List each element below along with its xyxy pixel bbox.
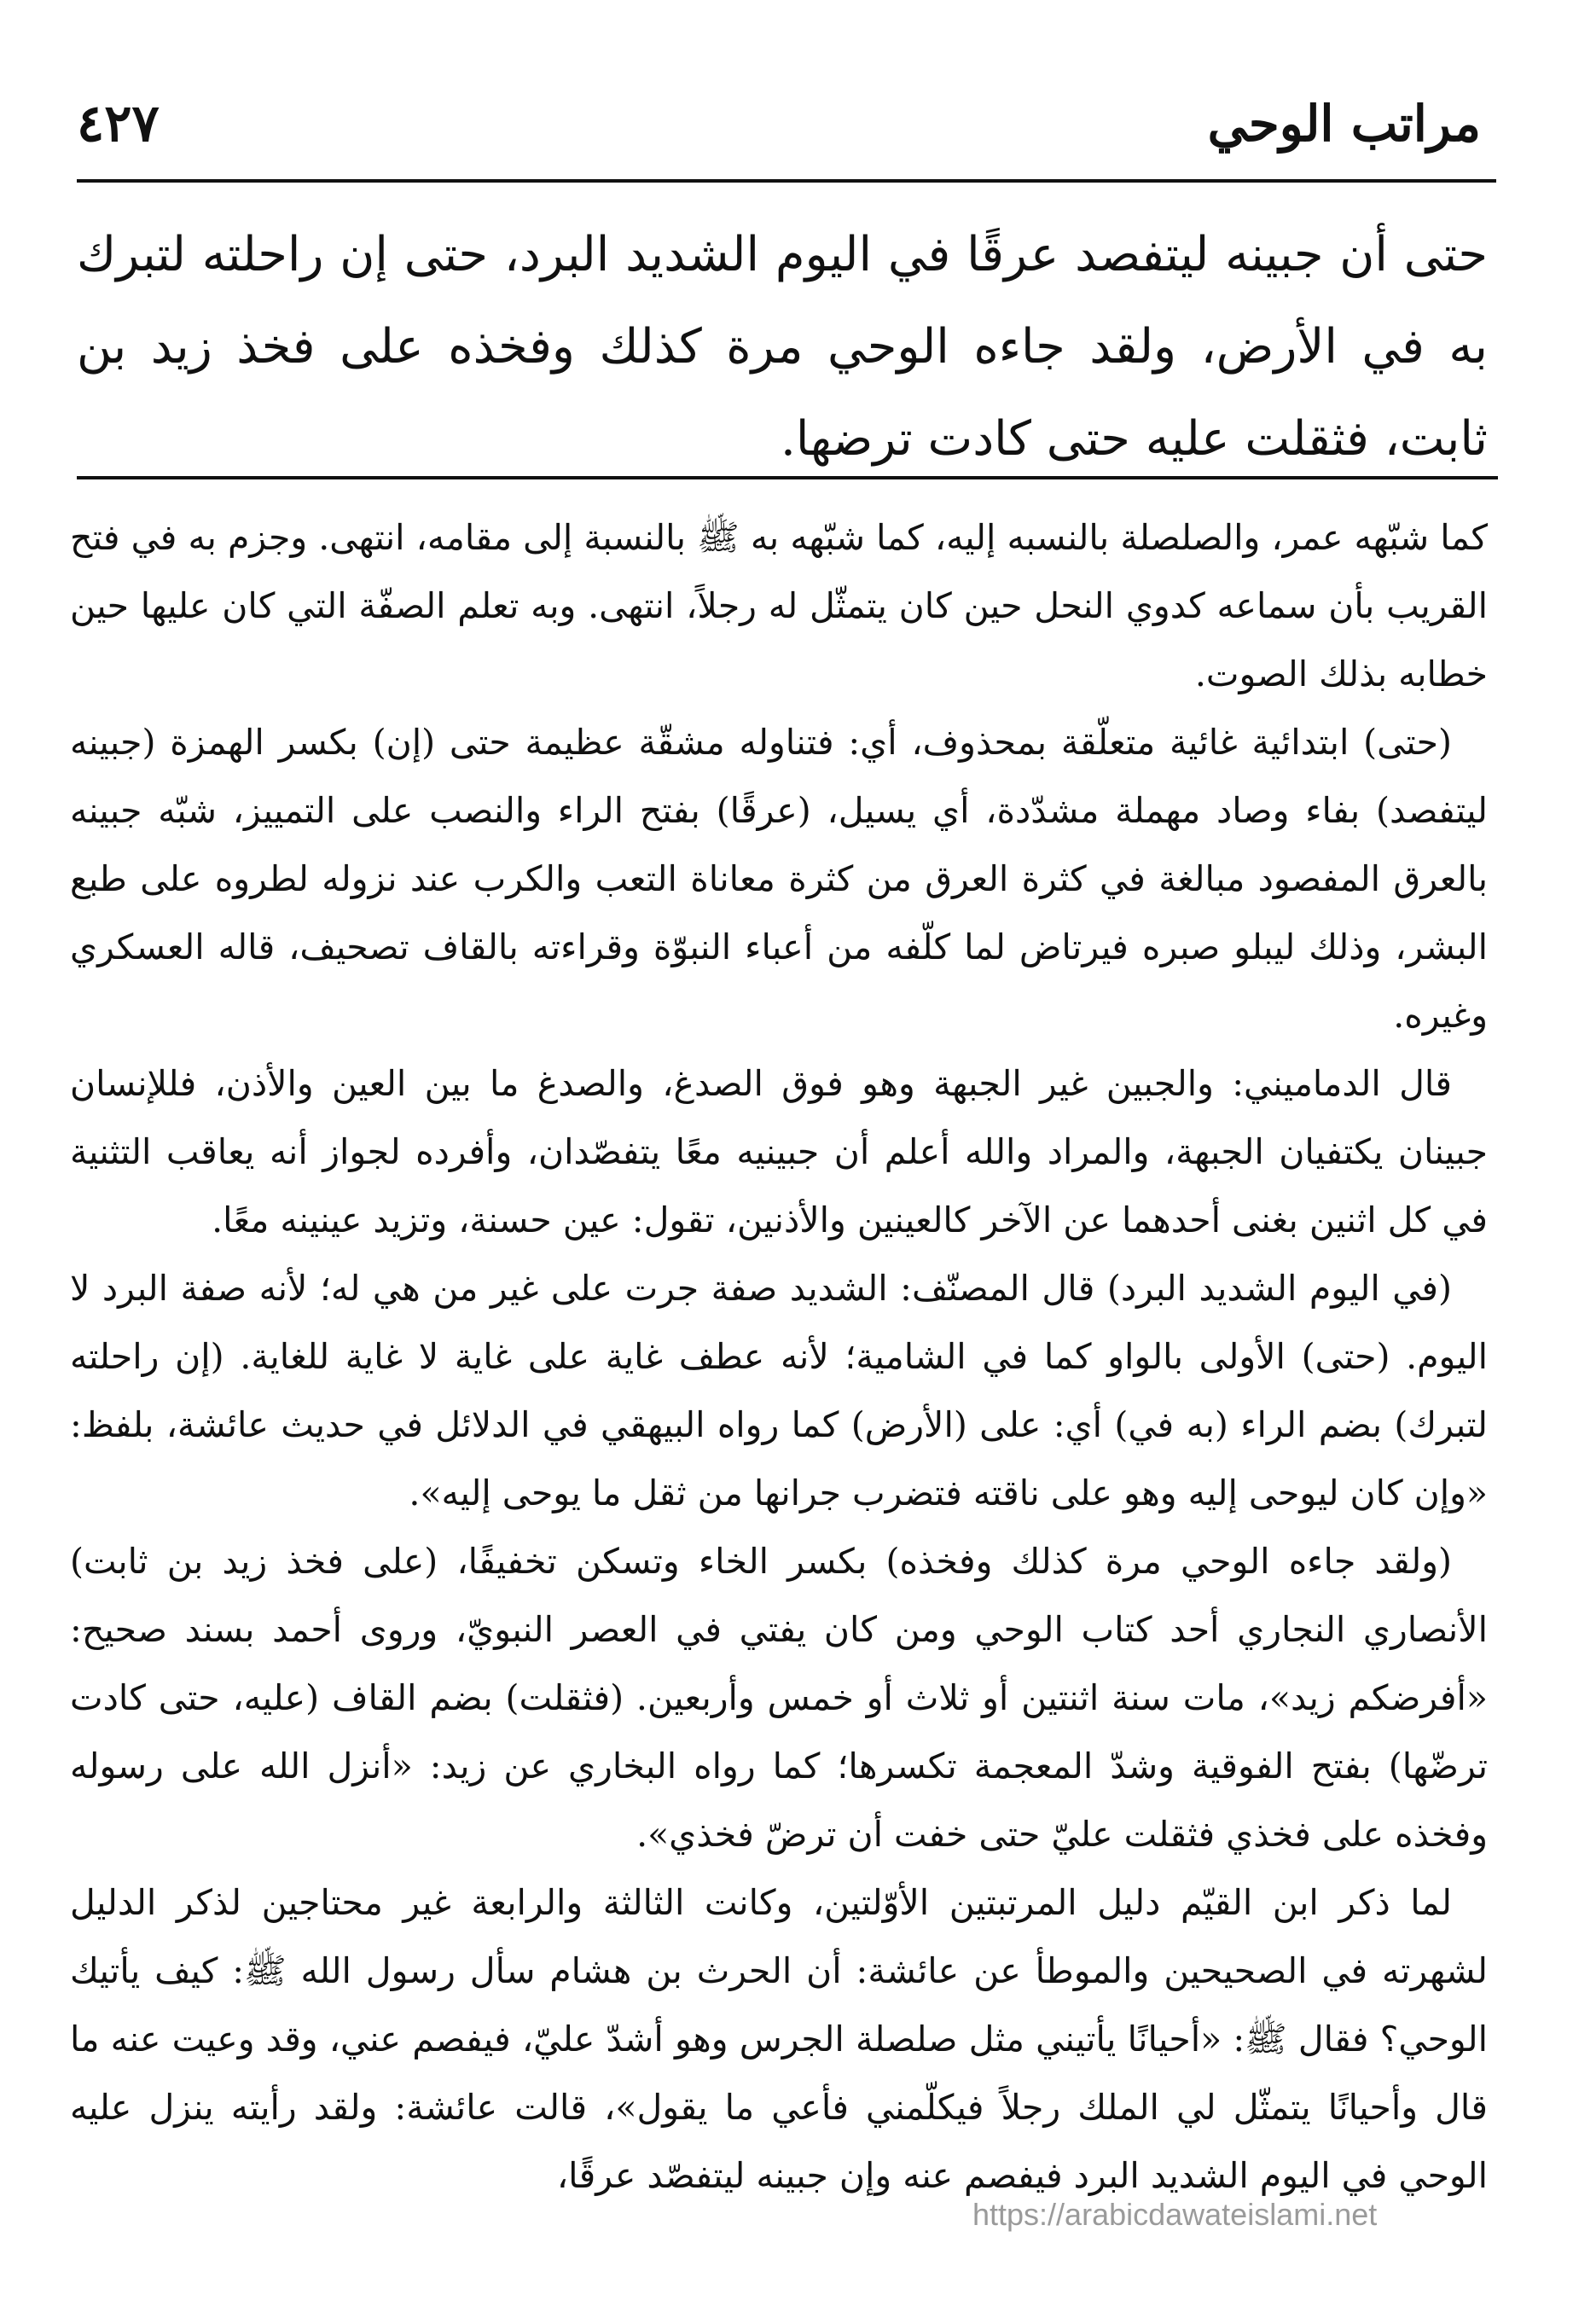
text-divider xyxy=(77,476,1498,479)
running-title: مراتب الوحي xyxy=(1207,95,1481,153)
commentary-paragraph: (حتى) ابتدائية غائية متعلّقة بمحذوف، أي: فتناوله مشقّة عظيمة حتى (إن) بكسر الهمزة (جبينه ليتفصد) بفاء وصاد مهملة مشدّدة، أي يسيل، (عرقًا) بفتح الراء والنصب على التمييز، شبّه جبينه بالعرق المفصود مبالغة في كثرة العرق من كثرة معاناة التعب والكرب عند نزوله لطروه على طبع البشر، وذلك ليبلو صبره فيرتاض لما كلّفه من أعباء النبوّة وقراءته بالقاف تصحيف، قاله العسكري وغيره. xyxy=(70,722,1488,1036)
header-divider xyxy=(77,179,1496,183)
page-number: ٤٢٧ xyxy=(77,94,160,154)
commentary-paragraph: (في اليوم الشديد البرد) قال المصنّف: الشديد صفة جرت على غير من هي له؛ لأنه صفة البرد لا اليوم. (حتى) الأولى بالواو كما في الشامية؛ لأنه عطف غاية على غاية لا غاية للغاية. (إن راحلته لتبرك) بضم الراء (به في) أي: على (الأرض) كما رواه البيهقي في الدلائل في حديث عائشة، بلفظ: «وإن كان ليوحى إليه وهو على ناقته فتضرب جرانها من ثقل ما يوحى إليه». xyxy=(70,1268,1488,1514)
commentary xyxy=(70,503,1488,2210)
commentary-paragraph: كما شبّهه عمر، والصلصلة بالنسبه إليه، كما شبّهه به ﷺ بالنسبة إلى مقامه، انتهى. وجزم به في فتح القريب بأن سماعه كدوي النحل حين كان يتمثّل له رجلاً، انتهى. وبه تعلم الصفّة التي كان عليها حين خطابه بذلك الصوت. xyxy=(70,517,1488,694)
running-header xyxy=(77,90,1481,183)
watermark: https://arabicdawateislami.net xyxy=(972,2197,1378,2232)
commentary-paragraph: قال الدماميني: والجبين غير الجبهة وهو فوق الصدغ، والصدغ ما بين العين والأذن، فللإنسان جبينان يكتفيان الجبهة، والمراد والله أعلم أن جبينيه معًا يتفصّدان، وأفرده لجواز أنه يعاقب التثنية في كل اثنين بغنى أحدهما عن الآخر كالعينين والأذنين، تقول: عين حسنة، وتزيد عينينه معًا. xyxy=(70,1063,1488,1240)
main-text: حتى أن جبينه ليتفصد عرقًا في اليوم الشديد البرد، حتى إن راحلته لتبرك به في الأرض، ولقد جاءه الوحي مرة كذلك وفخذه على فخذ زيد بن ثابت، فثقلت عليه حتى كادت ترضها. xyxy=(77,227,1488,467)
commentary-paragraph: لما ذكر ابن القيّم دليل المرتبتين الأوّلتين، وكانت الثالثة والرابعة غير محتاجين لذكر الدليل لشهرته في الصحيحين والموطأ عن عائشة: أن الحرث بن هشام سأل رسول الله ﷺ: كيف يأتيك الوحي؟ فقال ﷺ: «أحيانًا يأتيني مثل صلصلة الجرس وهو أشدّ عليّ، فيفصم عني، وقد وعيت عنه ما قال وأحيانًا يتمثّل لي الملك رجلاً فيكلّمني فأعي ما يقول»، قالت عائشة: ولقد رأيته ينزل عليه الوحي في اليوم الشديد البرد فيفصم عنه وإن جبينه ليتفصّد عرقًا، xyxy=(70,1882,1488,2196)
commentary-paragraph: (ولقد جاءه الوحي مرة كذلك وفخذه) بكسر الخاء وتسكن تخفيفًا، (على فخذ زيد بن ثابت) الأنصاري النجاري أحد كتاب الوحي ومن كان يفتي في العصر النبويّ، وروى أحمد بسند صحيح: «أفرضكم زيد»، مات سنة اثنتين أو ثلاث أو خمس وأربعين. (فثقلت) بضم القاف (عليه، حتى كادت ترضّها) بفتح الفوقية وشدّ المعجمة تكسرها؛ كما رواه البخاري عن زيد: «أنزل الله على رسوله وفخذه على فخذي فثقلت عليّ حتى خفت أن ترضّ فخذي». xyxy=(70,1541,1488,1855)
